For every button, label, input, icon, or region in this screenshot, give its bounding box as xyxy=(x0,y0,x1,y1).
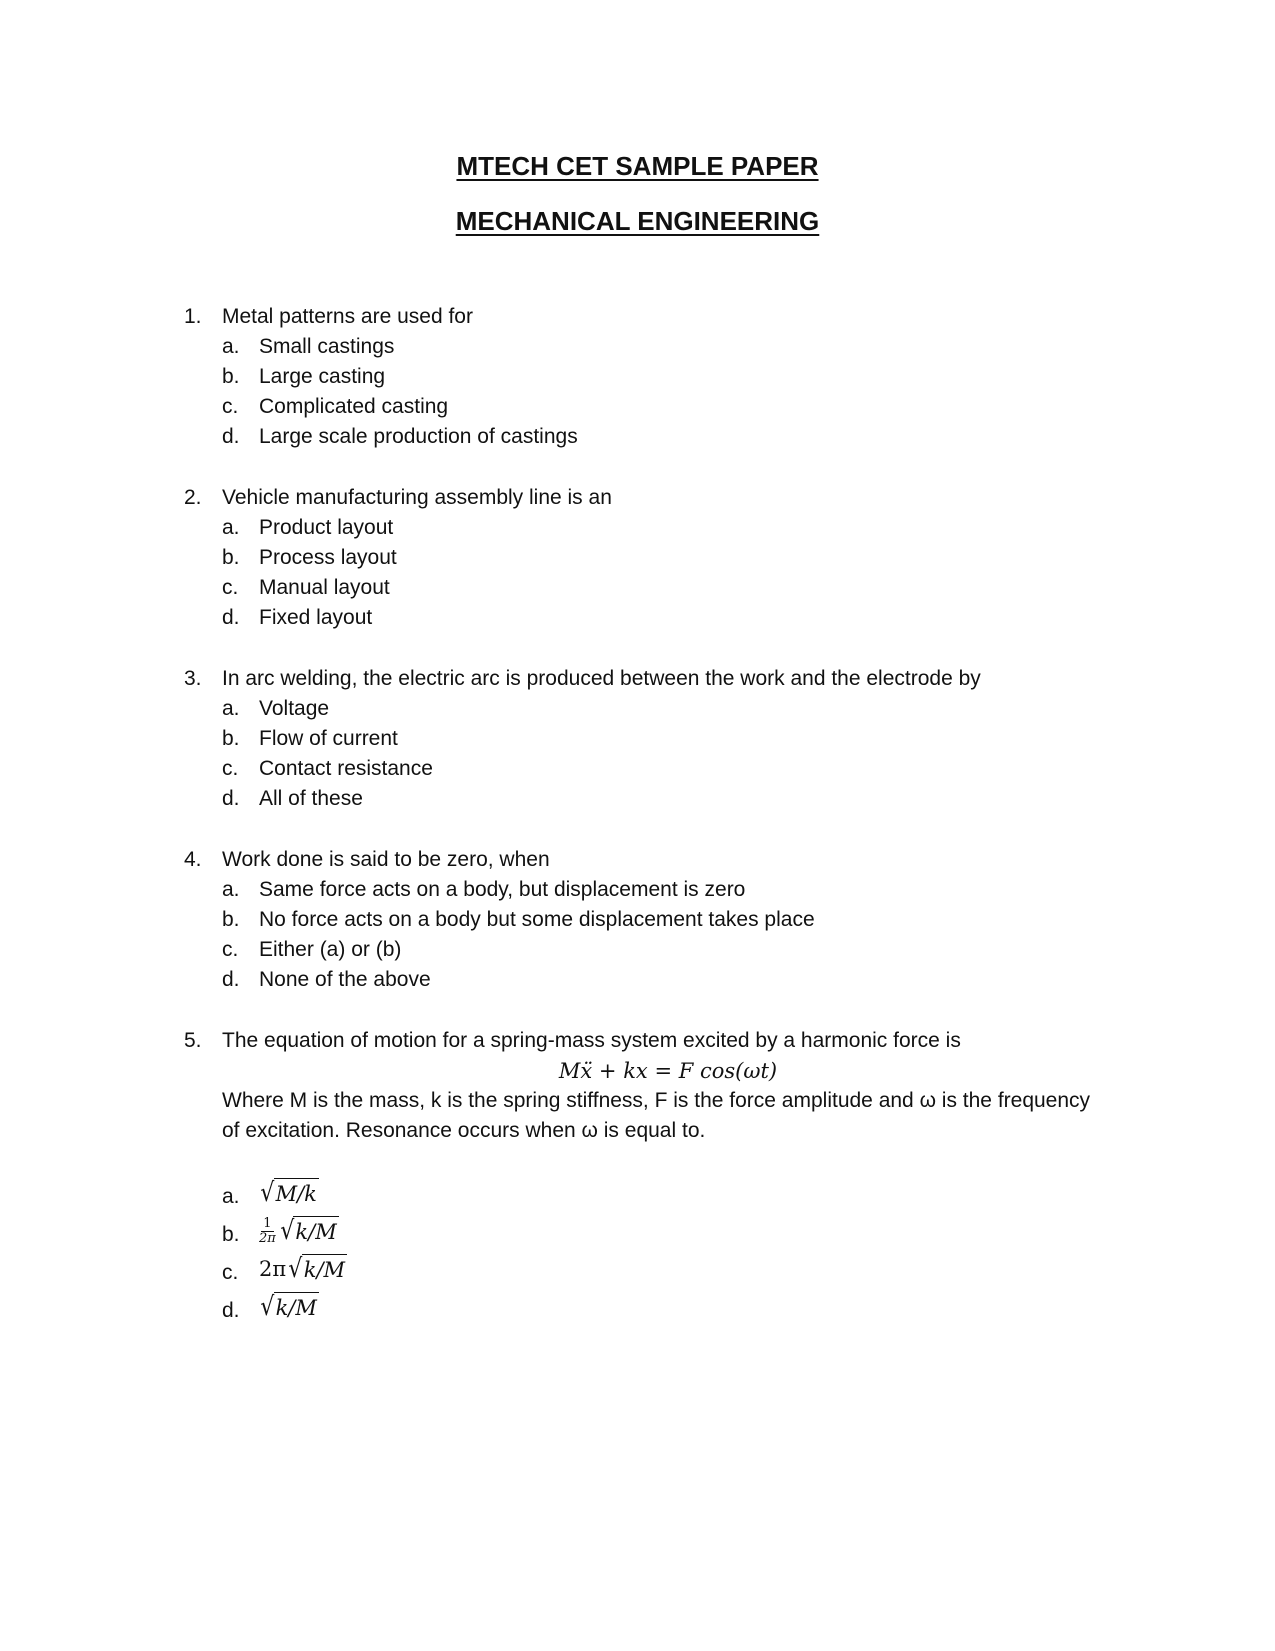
option-c xyxy=(184,935,1114,965)
option-text: Process layout xyxy=(259,546,397,569)
option-a xyxy=(184,1176,1114,1214)
option-d xyxy=(184,965,1114,995)
option-label: d. xyxy=(222,787,240,810)
radicand: M/k xyxy=(274,1178,319,1208)
question-explanation: Where M is the mass, k is the spring stiffness, F is the force amplitude and ω is the frequency of excitation. Resonance occurs when ω is equal to. xyxy=(222,1089,1091,1142)
option-label: b. xyxy=(222,1223,240,1246)
option-text: Manual layout xyxy=(259,576,390,599)
option-a xyxy=(184,875,1114,905)
option-a xyxy=(184,513,1114,543)
option-label: c. xyxy=(222,938,239,961)
option-d xyxy=(184,422,1114,452)
square-root: √ M/k xyxy=(260,1178,317,1208)
option-d xyxy=(184,784,1114,814)
question-text: Vehicle manufacturing assembly line is an xyxy=(222,486,612,509)
option-formula xyxy=(259,1178,319,1208)
square-root: √ k/M xyxy=(280,1216,337,1246)
option-label: a. xyxy=(222,335,240,358)
option-b xyxy=(184,362,1114,392)
coefficient: 2π xyxy=(259,1257,287,1281)
option-label: c. xyxy=(222,1261,239,1284)
option-c xyxy=(184,573,1114,603)
square-root: √ k/M xyxy=(260,1292,317,1322)
option-label: a. xyxy=(222,878,240,901)
option-label: a. xyxy=(222,697,240,720)
question-number: 1. xyxy=(184,305,202,328)
option-label: b. xyxy=(222,727,240,750)
option-c xyxy=(184,754,1114,784)
page-title-text: MTECH CET SAMPLE PAPER xyxy=(456,151,819,181)
option-formula xyxy=(259,1216,339,1246)
equation-of-motion: Mẍ + kx = F cos(ωt) xyxy=(558,1059,778,1083)
option-text: Fixed layout xyxy=(259,606,373,629)
option-text: No force acts on a body but some displacement takes place xyxy=(259,908,815,931)
question-number: 2. xyxy=(184,486,202,509)
question-3 xyxy=(184,664,1114,814)
option-text: Either (a) or (b) xyxy=(259,938,402,961)
fraction-numerator: 1 xyxy=(263,1215,272,1231)
option-text: Small castings xyxy=(259,335,395,358)
option-formula xyxy=(259,1254,347,1284)
option-text: None of the above xyxy=(259,968,431,991)
option-formula xyxy=(259,1292,319,1322)
option-b xyxy=(184,1214,1114,1252)
question-stem xyxy=(184,302,1114,332)
option-b xyxy=(184,543,1114,573)
page-subtitle-text: MECHANICAL ENGINEERING xyxy=(455,206,820,236)
option-text: All of these xyxy=(259,787,363,810)
page-title xyxy=(0,150,1275,182)
square-root: √ k/M xyxy=(288,1254,346,1284)
question-number: 4. xyxy=(184,848,202,871)
question-text: The equation of motion for a spring-mass system excited by a harmonic force is xyxy=(222,1029,961,1052)
page-subtitle xyxy=(0,205,1275,237)
question-1 xyxy=(184,302,1114,452)
option-label: d. xyxy=(222,968,240,991)
option-label: c. xyxy=(222,395,239,418)
option-label: c. xyxy=(222,576,239,599)
question-text: Work done is said to be zero, when xyxy=(222,848,550,871)
option-c xyxy=(184,392,1114,422)
option-label: d. xyxy=(222,606,240,629)
option-text: Large casting xyxy=(259,365,386,388)
option-label: a. xyxy=(222,516,240,539)
option-text: Complicated casting xyxy=(259,395,449,418)
option-label: b. xyxy=(222,908,240,931)
option-label: d. xyxy=(222,425,240,448)
option-label: b. xyxy=(222,365,240,388)
question-2 xyxy=(184,483,1114,633)
option-label: c. xyxy=(222,757,239,780)
option-b xyxy=(184,724,1114,754)
question-stem xyxy=(184,1026,1114,1056)
option-text: Same force acts on a body, but displacement is zero xyxy=(259,878,746,901)
option-d xyxy=(184,603,1114,633)
fraction-denominator: 2π xyxy=(259,1230,276,1246)
radicand: k/M xyxy=(293,1216,338,1246)
question-4 xyxy=(184,845,1114,995)
option-label: d. xyxy=(222,1299,240,1322)
question-stem xyxy=(184,845,1114,875)
option-text: Flow of current xyxy=(259,727,398,750)
option-text: Product layout xyxy=(259,516,394,539)
question-number: 5. xyxy=(184,1029,202,1052)
radicand: k/M xyxy=(274,1292,319,1322)
option-label: b. xyxy=(222,546,240,569)
radicand: k/M xyxy=(302,1254,347,1284)
option-a xyxy=(184,694,1114,724)
question-5 xyxy=(184,1026,1114,1328)
option-text: Contact resistance xyxy=(259,757,433,780)
option-d xyxy=(184,1290,1114,1328)
option-c xyxy=(184,1252,1114,1290)
option-text: Large scale production of castings xyxy=(259,425,578,448)
question-text: In arc welding, the electric arc is produced between the work and the electrode by xyxy=(222,667,981,690)
question-stem xyxy=(184,483,1114,513)
option-a xyxy=(184,332,1114,362)
option-text: Voltage xyxy=(259,697,330,720)
question-number: 3. xyxy=(184,667,202,690)
question-text: Metal patterns are used for xyxy=(222,305,473,328)
option-b xyxy=(184,905,1114,935)
question-stem xyxy=(184,664,1114,694)
fraction xyxy=(259,1217,276,1246)
option-label: a. xyxy=(222,1185,240,1208)
